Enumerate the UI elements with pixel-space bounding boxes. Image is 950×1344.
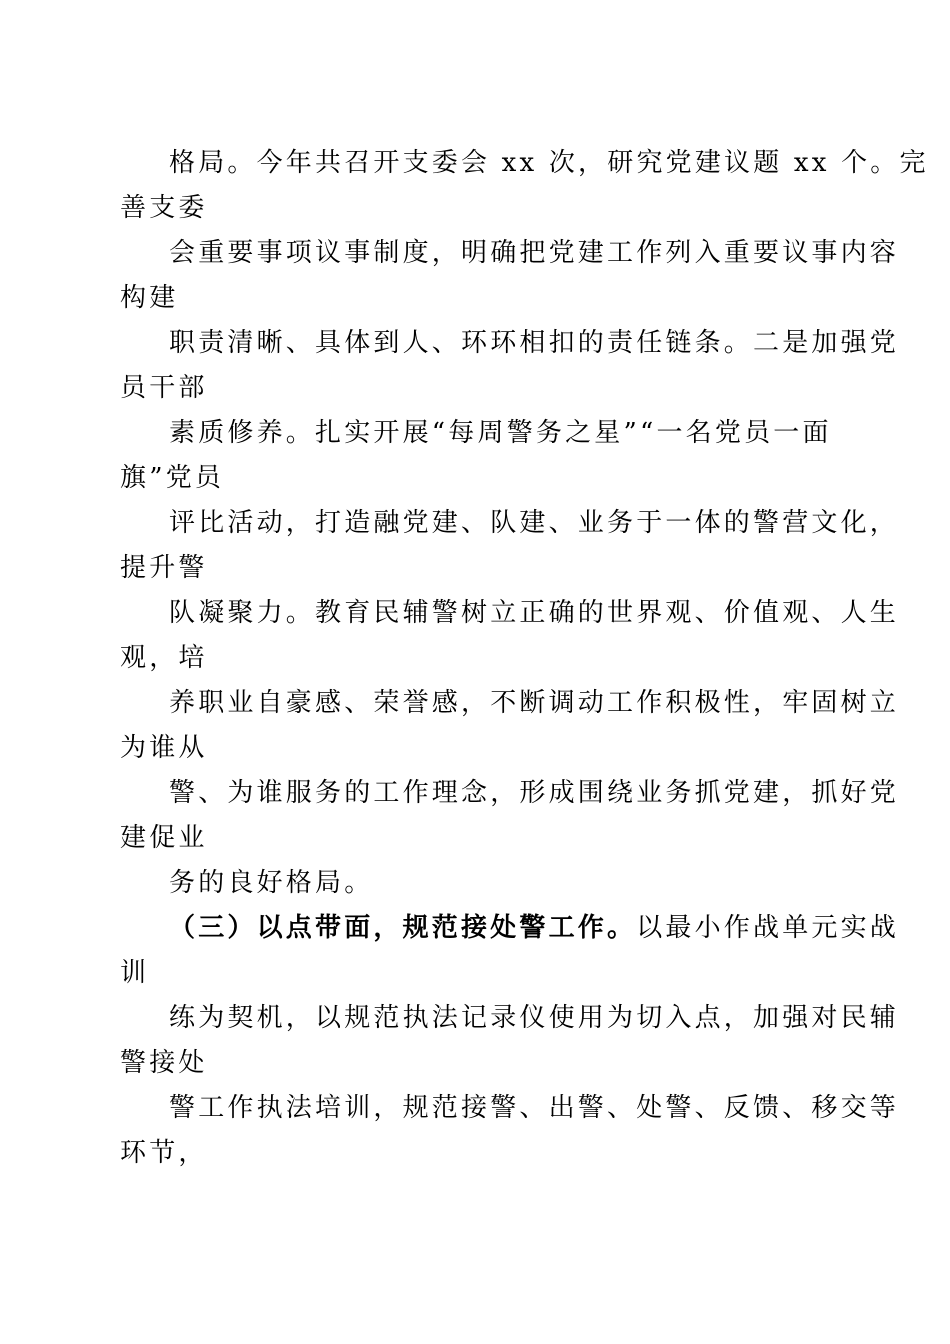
text-line: 建促业 (120, 823, 208, 853)
text-line: 为谁从 (120, 733, 208, 763)
text-line: 旗”党员 (120, 463, 225, 493)
text-line: 队凝聚力。教育民辅警树立正确的世界观、价值观、人生 (169, 598, 900, 628)
text-line: 善支委 (120, 193, 208, 223)
section-heading: （三）以点带面，规范接处警工作。 (169, 913, 637, 943)
text-line: 构建 (120, 283, 179, 313)
text-line: 务的良好格局。 (169, 868, 374, 898)
text-line: 训 (120, 958, 150, 988)
text-line: 职责清晰、具体到人、环环相扣的责任链条。二是加强党 (169, 328, 900, 358)
text-line: 养职业自豪感、荣誉感，不断调动工作积极性，牢固树立 (169, 688, 900, 718)
text-line: 观，培 (120, 643, 208, 673)
text-line: 警工作执法培训，规范接警、出警、处警、反馈、移交等 (169, 1093, 900, 1123)
text-line: 会重要事项议事制度，明确把党建工作列入重要议事内容 (169, 238, 900, 268)
text-line: 练为契机，以规范执法记录仪使用为切入点，加强对民辅 (169, 1003, 900, 1033)
text-line: 员干部 (120, 373, 208, 403)
text-line: 格局。今年共召开支委会 xx 次，研究党建议题 xx 个。完 (169, 148, 929, 178)
text-line: 环节， (120, 1138, 208, 1168)
text-line: 评比活动，打造融党建、队建、业务于一体的警营文化， (169, 508, 900, 538)
text-line: 警接处 (120, 1048, 208, 1078)
text-line-continuation: 以最小作战单元实战 (636, 913, 900, 943)
text-line: 素质修养。扎实开展“每周警务之星”“一名党员一面 (169, 418, 832, 448)
section-heading-line (169, 911, 900, 945)
text-line: 提升警 (120, 553, 208, 583)
text-line: 警、为谁服务的工作理念，形成围绕业务抓党建，抓好党 (169, 778, 900, 808)
